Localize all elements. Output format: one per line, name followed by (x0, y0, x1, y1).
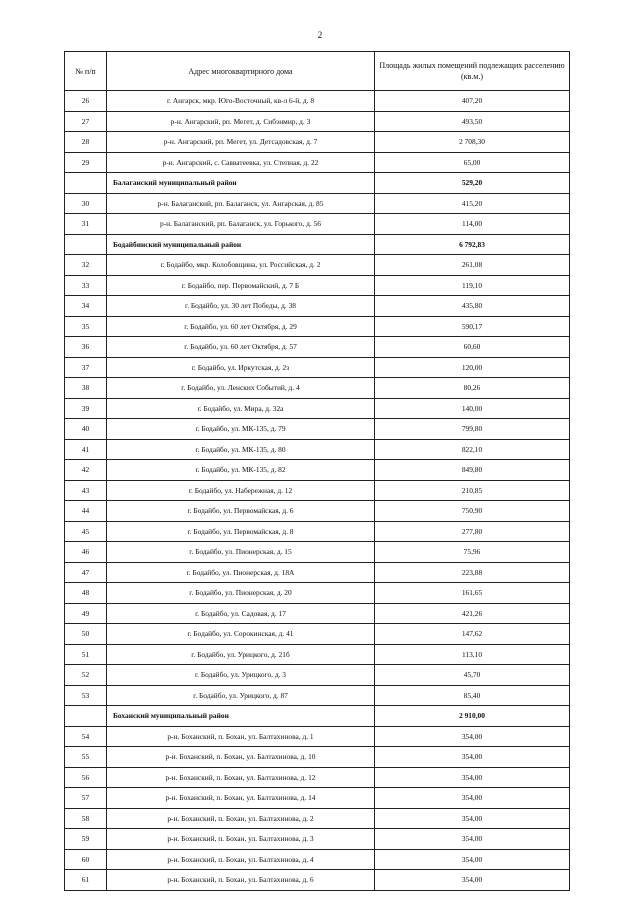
row-number: 42 (65, 460, 107, 481)
row-number: 45 (65, 521, 107, 542)
row-number: 54 (65, 726, 107, 747)
table-row (65, 788, 570, 809)
row-area: 210,85 (375, 480, 570, 501)
row-address: г. Бодайбо, ул. Урицкого, д. 3 (107, 665, 375, 686)
table-row (65, 767, 570, 788)
row-address: г. Бодайбо, ул. МК-135, д. 79 (107, 419, 375, 440)
row-area: 435,80 (375, 296, 570, 317)
row-address: г. Бодайбо, ул. Мира, д. 32а (107, 398, 375, 419)
table-row (65, 152, 570, 173)
row-address: р-н. Боханский, п. Бохан, ул. Балтахинова, д. 6 (107, 870, 375, 891)
district-row (65, 173, 570, 194)
row-address: р-н. Боханский, п. Бохан, ул. Балтахинова, д. 4 (107, 849, 375, 870)
row-number: 61 (65, 870, 107, 891)
row-area: 223,88 (375, 562, 570, 583)
row-area: 590,17 (375, 316, 570, 337)
row-number: 53 (65, 685, 107, 706)
table-row (65, 378, 570, 399)
table-row (65, 583, 570, 604)
row-area: 493,50 (375, 111, 570, 132)
table-row (65, 214, 570, 235)
table-row (65, 624, 570, 645)
row-area: 261,08 (375, 255, 570, 276)
row-area: 114,00 (375, 214, 570, 235)
row-address: р-н. Боханский, п. Бохан, ул. Балтахинова, д. 14 (107, 788, 375, 809)
district-name: Балаганский муниципальный район (107, 173, 375, 194)
row-number: 26 (65, 91, 107, 112)
row-address: г. Бодайбо, ул. Иркутская, д. 2з (107, 357, 375, 378)
table-row (65, 193, 570, 214)
row-area: 161,65 (375, 583, 570, 604)
row-address: г. Бодайбо, мкр. Колобовщина, ул. Российская, д. 2 (107, 255, 375, 276)
row-area: 119,10 (375, 275, 570, 296)
row-area: 750,90 (375, 501, 570, 522)
row-area: 45,70 (375, 665, 570, 686)
header-area: Площадь жилых помещений подлежащих расселению (кв.м.) (375, 52, 570, 91)
row-address: г. Бодайбо, ул. Урицкого, д. 21б (107, 644, 375, 665)
district-name: Боханский муниципальный район (107, 706, 375, 727)
district-total-area: 6 792,83 (375, 234, 570, 255)
row-area: 822,10 (375, 439, 570, 460)
row-area: 354,00 (375, 747, 570, 768)
row-number: 46 (65, 542, 107, 563)
row-area: 354,00 (375, 726, 570, 747)
row-area: 354,00 (375, 767, 570, 788)
row-address: г. Бодайбо, пер. Первомайский, д. 7 Б (107, 275, 375, 296)
row-area: 354,00 (375, 870, 570, 891)
row-address: г. Бодайбо, ул. Набережная, д. 12 (107, 480, 375, 501)
district-total-area: 529,20 (375, 173, 570, 194)
row-number: 48 (65, 583, 107, 604)
row-number: 50 (65, 624, 107, 645)
row-number: 28 (65, 132, 107, 153)
table-row (65, 132, 570, 153)
row-area: 120,00 (375, 357, 570, 378)
row-address: г. Бодайбо, ул. Садовая, д. 17 (107, 603, 375, 624)
row-area: 421,26 (375, 603, 570, 624)
row-address: р-н. Боханский, п. Бохан, ул. Балтахинова, д. 12 (107, 767, 375, 788)
table-row (65, 419, 570, 440)
row-address: г. Бодайбо, ул. МК-135, д. 82 (107, 460, 375, 481)
table-row (65, 275, 570, 296)
table-row (65, 91, 570, 112)
table-row (65, 726, 570, 747)
row-area: 85,40 (375, 685, 570, 706)
row-number: 38 (65, 378, 107, 399)
table-row (65, 460, 570, 481)
row-area: 65,00 (375, 152, 570, 173)
row-number: 41 (65, 439, 107, 460)
table-row (65, 603, 570, 624)
row-number: 35 (65, 316, 107, 337)
table-row (65, 111, 570, 132)
table-row (65, 665, 570, 686)
row-address: г. Бодайбо, ул. Пионерская, д. 15 (107, 542, 375, 563)
row-area: 60,60 (375, 337, 570, 358)
row-address: р-н. Ангарский, рп. Мегет, ул. Детсадовская, д. 7 (107, 132, 375, 153)
row-address: р-н. Боханский, п. Бохан, ул. Балтахинова, д. 2 (107, 808, 375, 829)
resettlement-table (64, 51, 570, 891)
row-number (65, 234, 107, 255)
table-row (65, 398, 570, 419)
row-area: 2 708,30 (375, 132, 570, 153)
row-number: 34 (65, 296, 107, 317)
row-address: г. Бодайбо, ул. Сорокинская, д. 41 (107, 624, 375, 645)
district-name: Бодайбинский муниципальный район (107, 234, 375, 255)
table-header-row (65, 52, 570, 91)
row-area: 407,20 (375, 91, 570, 112)
row-address: р-н. Боханский, п. Бохан, ул. Балтахинова, д. 1 (107, 726, 375, 747)
row-number: 52 (65, 665, 107, 686)
row-address: г. Ангарск, мкр. Юго-Восточный, кв-л 6-й, д. 8 (107, 91, 375, 112)
page-number: 2 (317, 30, 323, 40)
table-row (65, 870, 570, 891)
row-address: р-н. Балаганский, рп. Балаганск, ул. Горького, д. 56 (107, 214, 375, 235)
row-number (65, 706, 107, 727)
row-area: 354,00 (375, 829, 570, 850)
row-number: 55 (65, 747, 107, 768)
row-address: р-н. Боханский, п. Бохан, ул. Балтахинова, д. 3 (107, 829, 375, 850)
row-area: 415,20 (375, 193, 570, 214)
row-number: 49 (65, 603, 107, 624)
table-row (65, 808, 570, 829)
row-number: 51 (65, 644, 107, 665)
row-area: 354,00 (375, 849, 570, 870)
row-area: 80,26 (375, 378, 570, 399)
table-row (65, 685, 570, 706)
table-row (65, 562, 570, 583)
row-number (65, 173, 107, 194)
row-address: г. Бодайбо, ул. Ленских Событий, д. 4 (107, 378, 375, 399)
row-area: 140,00 (375, 398, 570, 419)
row-number: 58 (65, 808, 107, 829)
row-number: 59 (65, 829, 107, 850)
district-total-area: 2 910,00 (375, 706, 570, 727)
row-address: г. Бодайбо, ул. Первомайская, д. 8 (107, 521, 375, 542)
district-row (65, 234, 570, 255)
row-area: 354,00 (375, 808, 570, 829)
row-number: 30 (65, 193, 107, 214)
district-row (65, 706, 570, 727)
row-number: 57 (65, 788, 107, 809)
row-address: г. Бодайбо, ул. 60 лет Октября, д. 57 (107, 337, 375, 358)
row-number: 39 (65, 398, 107, 419)
row-number: 27 (65, 111, 107, 132)
table-row (65, 829, 570, 850)
row-number: 44 (65, 501, 107, 522)
row-number: 33 (65, 275, 107, 296)
row-number: 47 (65, 562, 107, 583)
table-row (65, 747, 570, 768)
row-address: г. Бодайбо, ул. Урицкого, д. 87 (107, 685, 375, 706)
table-row (65, 480, 570, 501)
row-number: 32 (65, 255, 107, 276)
row-area: 277,80 (375, 521, 570, 542)
table-row (65, 296, 570, 317)
row-number: 37 (65, 357, 107, 378)
row-address: р-н. Ангарский, рп. Мегет, д. Сибэнмир, д. 3 (107, 111, 375, 132)
row-number: 43 (65, 480, 107, 501)
row-address: г. Бодайбо, ул. Первомайская, д. 6 (107, 501, 375, 522)
table-row (65, 644, 570, 665)
row-area: 147,62 (375, 624, 570, 645)
row-area: 75,96 (375, 542, 570, 563)
row-address: г. Бодайбо, ул. 30 лет Победы, д. 38 (107, 296, 375, 317)
row-number: 29 (65, 152, 107, 173)
row-address: р-н. Боханский, п. Бохан, ул. Балтахинова, д. 10 (107, 747, 375, 768)
table-row (65, 501, 570, 522)
table-row (65, 542, 570, 563)
table-row (65, 316, 570, 337)
table-row (65, 521, 570, 542)
row-address: г. Бодайбо, ул. МК-135, д. 80 (107, 439, 375, 460)
row-number: 40 (65, 419, 107, 440)
row-number: 31 (65, 214, 107, 235)
table-row (65, 337, 570, 358)
header-number: № п/п (65, 52, 107, 91)
row-area: 849,80 (375, 460, 570, 481)
row-address: г. Бодайбо, ул. Пионерская, д. 20 (107, 583, 375, 604)
table-row (65, 255, 570, 276)
row-address: р-н. Балаганский, рп. Балаганск, ул. Ангарская, д. 85 (107, 193, 375, 214)
row-area: 799,80 (375, 419, 570, 440)
row-number: 56 (65, 767, 107, 788)
row-number: 60 (65, 849, 107, 870)
row-address: г. Бодайбо, ул. Пионерская, д. 18А (107, 562, 375, 583)
table-row (65, 849, 570, 870)
table-row (65, 357, 570, 378)
row-address: г. Бодайбо, ул. 60 лет Октября, д. 29 (107, 316, 375, 337)
table-header (65, 52, 570, 91)
row-area: 354,00 (375, 788, 570, 809)
header-address: Адрес многоквартирного дома (107, 52, 375, 91)
row-area: 113,10 (375, 644, 570, 665)
row-address: р-н. Ангарский, с. Савватеевка, ул. Степная, д. 22 (107, 152, 375, 173)
table-row (65, 439, 570, 460)
table-body (65, 91, 570, 891)
row-number: 36 (65, 337, 107, 358)
